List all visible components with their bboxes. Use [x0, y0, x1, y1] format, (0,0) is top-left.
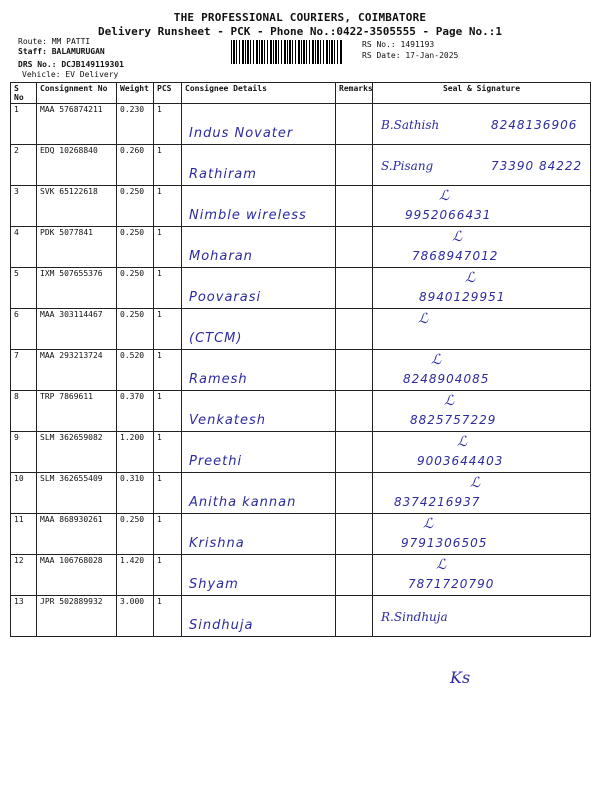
row-consignee-name: Poovarasi — [189, 290, 262, 305]
table-row — [11, 104, 591, 145]
row-sno: 2 — [11, 145, 37, 186]
row-consignment-no: SLM 362659082 — [37, 432, 117, 473]
row-sno: 8 — [11, 391, 37, 432]
barcode — [231, 40, 343, 64]
row-pcs: 1 — [154, 555, 182, 596]
row-sno: 10 — [11, 473, 37, 514]
row-signature-phone: 9791306505 — [401, 536, 488, 550]
drs-line — [18, 60, 124, 70]
row-consignee-name: Shyam — [189, 577, 239, 592]
row-consignee-cell — [182, 104, 336, 145]
row-weight: 3.000 — [117, 596, 154, 637]
staff-line — [18, 47, 105, 57]
row-weight: 0.250 — [117, 268, 154, 309]
row-signature-cell — [373, 268, 591, 309]
table-row — [11, 145, 591, 186]
row-signature-phone: 7868947012 — [412, 249, 499, 263]
row-consignee-cell — [182, 309, 336, 350]
row-signature-cell — [373, 473, 591, 514]
footer-initials: Ks — [450, 668, 471, 687]
table-body — [11, 104, 591, 637]
row-signature-cell — [373, 145, 591, 186]
row-signature-cell — [373, 309, 591, 350]
row-signature-cell — [373, 186, 591, 227]
row-consignee-cell — [182, 145, 336, 186]
row-pcs: 1 — [154, 268, 182, 309]
signature-scribble-icon: ℒ — [452, 229, 463, 245]
row-consignment-no: MAA 868930261 — [37, 514, 117, 555]
row-weight: 0.260 — [117, 145, 154, 186]
row-consignee-cell — [182, 350, 336, 391]
row-weight: 0.370 — [117, 391, 154, 432]
row-pcs: 1 — [154, 145, 182, 186]
table-row — [11, 473, 591, 514]
row-remarks — [336, 473, 373, 514]
row-remarks — [336, 145, 373, 186]
row-consignee-cell — [182, 268, 336, 309]
table-row — [11, 432, 591, 473]
row-signature-phone: 73390 84222 — [491, 159, 583, 173]
row-signature-phone: 8248904085 — [403, 372, 490, 386]
table-row — [11, 309, 591, 350]
row-remarks — [336, 268, 373, 309]
col-header-weight: Weight — [117, 83, 154, 104]
signature-scribble-icon: ℒ — [431, 352, 442, 368]
row-pcs: 1 — [154, 309, 182, 350]
staff-name: BALAMURUGAN — [51, 47, 105, 56]
row-consignee-name: Anitha kannan — [189, 495, 297, 510]
table-row — [11, 391, 591, 432]
drs-label: DRS No.: — [18, 60, 57, 69]
table-row — [11, 596, 591, 637]
row-sno: 13 — [11, 596, 37, 637]
row-pcs: 1 — [154, 350, 182, 391]
row-signature-name: S.Pisang — [381, 159, 434, 173]
row-signature-cell — [373, 555, 591, 596]
runsheet-subtitle: Delivery Runsheet - PCK - Phone No.:0422-3505555 - Page No.:1 — [98, 25, 502, 38]
row-pcs: 1 — [154, 391, 182, 432]
row-consignee-cell — [182, 596, 336, 637]
row-weight: 0.230 — [117, 104, 154, 145]
row-weight: 0.310 — [117, 473, 154, 514]
signature-scribble-icon: ℒ — [457, 434, 468, 450]
staff-label: Staff: — [18, 47, 47, 56]
row-remarks — [336, 350, 373, 391]
row-consignee-name: Ramesh — [189, 372, 248, 387]
row-signature-phone: 8374216937 — [394, 495, 481, 509]
company-title: THE PROFESSIONAL COURIERS, COIMBATORE — [173, 11, 427, 24]
row-consignee-name: Rathiram — [189, 167, 257, 182]
row-signature-phone: 7871720790 — [408, 577, 495, 591]
row-consignment-no: JPR 502889932 — [37, 596, 117, 637]
row-sno: 6 — [11, 309, 37, 350]
row-signature-phone: 9952066431 — [405, 208, 492, 222]
row-consignee-cell — [182, 186, 336, 227]
row-consignee-name: Indus Novater — [189, 126, 294, 141]
signature-scribble-icon: ℒ — [465, 270, 476, 286]
row-remarks — [336, 104, 373, 145]
row-signature-name: B.Sathish — [381, 118, 440, 132]
row-consignee-cell — [182, 391, 336, 432]
row-remarks — [336, 227, 373, 268]
row-weight: 1.420 — [117, 555, 154, 596]
row-consignee-name: Nimble wireless — [189, 208, 307, 223]
row-pcs: 1 — [154, 227, 182, 268]
row-sno: 7 — [11, 350, 37, 391]
row-signature-cell — [373, 391, 591, 432]
row-consignment-no: SLM 362655409 — [37, 473, 117, 514]
row-remarks — [336, 514, 373, 555]
row-signature-phone: 8940129951 — [419, 290, 506, 304]
row-pcs: 1 — [154, 104, 182, 145]
row-weight: 0.250 — [117, 309, 154, 350]
row-weight: 0.250 — [117, 514, 154, 555]
row-consignment-no: MAA 106768028 — [37, 555, 117, 596]
runsheet-table — [10, 82, 591, 637]
row-consignment-no: MAA 576874211 — [37, 104, 117, 145]
rs-date: RS Date: 17-Jan-2025 — [362, 51, 459, 60]
row-consignee-cell — [182, 432, 336, 473]
row-sno: 4 — [11, 227, 37, 268]
signature-scribble-icon: ℒ — [439, 188, 450, 204]
row-remarks — [336, 391, 373, 432]
row-consignment-no: SVK 65122618 — [37, 186, 117, 227]
signature-scribble-icon: ℒ — [423, 516, 434, 532]
col-header-consignment: Consignment No — [37, 83, 117, 104]
row-remarks — [336, 596, 373, 637]
row-consignee-name: (CTCM) — [189, 331, 243, 346]
signature-scribble-icon: ℒ — [470, 475, 481, 491]
col-header-sno: S No — [11, 83, 37, 104]
row-sno: 1 — [11, 104, 37, 145]
row-signature-cell — [373, 104, 591, 145]
route-label: Route: MM PATTI — [18, 37, 91, 46]
row-consignee-cell — [182, 555, 336, 596]
row-consignee-name: Venkatesh — [189, 413, 266, 428]
row-weight: 0.250 — [117, 186, 154, 227]
col-header-consignee: Consignee Details — [182, 83, 336, 104]
col-header-signature: Seal & Signature — [373, 83, 591, 104]
row-consignee-cell — [182, 227, 336, 268]
row-signature-cell — [373, 596, 591, 637]
col-header-pcs: PCS — [154, 83, 182, 104]
row-signature-cell — [373, 514, 591, 555]
signature-scribble-icon: ℒ — [418, 311, 429, 327]
table-row — [11, 350, 591, 391]
row-signature-cell — [373, 350, 591, 391]
table-row — [11, 514, 591, 555]
row-consignee-name: Moharan — [189, 249, 253, 264]
row-consignee-cell — [182, 473, 336, 514]
table-row — [11, 268, 591, 309]
row-signature-phone: 8248136906 — [491, 118, 578, 132]
row-signature-cell — [373, 227, 591, 268]
row-consignment-no: IXM 507655376 — [37, 268, 117, 309]
table-row — [11, 186, 591, 227]
row-consignment-no: EDQ 10268840 — [37, 145, 117, 186]
signature-scribble-icon: ℒ — [436, 557, 447, 573]
row-consignment-no: TRP 7869611 — [37, 391, 117, 432]
row-remarks — [336, 555, 373, 596]
row-sno: 3 — [11, 186, 37, 227]
rs-number: RS No.: 1491193 — [362, 40, 435, 49]
table-row — [11, 555, 591, 596]
row-consignee-name: Krishna — [189, 536, 245, 551]
row-remarks — [336, 432, 373, 473]
row-sno: 12 — [11, 555, 37, 596]
row-consignee-name: Preethi — [189, 454, 243, 469]
row-pcs: 1 — [154, 596, 182, 637]
vehicle-label: Vehicle: EV Delivery — [22, 70, 119, 79]
row-signature-name: R.Sindhuja — [381, 610, 448, 624]
table-header-row — [11, 83, 591, 104]
row-sno: 11 — [11, 514, 37, 555]
row-remarks — [336, 309, 373, 350]
row-signature-phone: 8825757229 — [410, 413, 497, 427]
row-pcs: 1 — [154, 514, 182, 555]
row-consignment-no: MAA 293213724 — [37, 350, 117, 391]
row-weight: 1.200 — [117, 432, 154, 473]
row-signature-phone: 9003644403 — [417, 454, 504, 468]
row-pcs: 1 — [154, 432, 182, 473]
row-remarks — [336, 186, 373, 227]
row-weight: 0.250 — [117, 227, 154, 268]
row-consignment-no: PDK 5077841 — [37, 227, 117, 268]
row-weight: 0.520 — [117, 350, 154, 391]
row-sno: 9 — [11, 432, 37, 473]
row-sno: 5 — [11, 268, 37, 309]
signature-scribble-icon: ℒ — [444, 393, 455, 409]
table-row — [11, 227, 591, 268]
row-pcs: 1 — [154, 186, 182, 227]
row-consignment-no: MAA 303114467 — [37, 309, 117, 350]
row-consignee-cell — [182, 514, 336, 555]
col-header-remarks: Remarks — [336, 83, 373, 104]
row-consignee-name: Sindhuja — [189, 618, 254, 633]
row-signature-cell — [373, 432, 591, 473]
row-pcs: 1 — [154, 473, 182, 514]
drs-number: DCJB149119301 — [61, 60, 124, 69]
